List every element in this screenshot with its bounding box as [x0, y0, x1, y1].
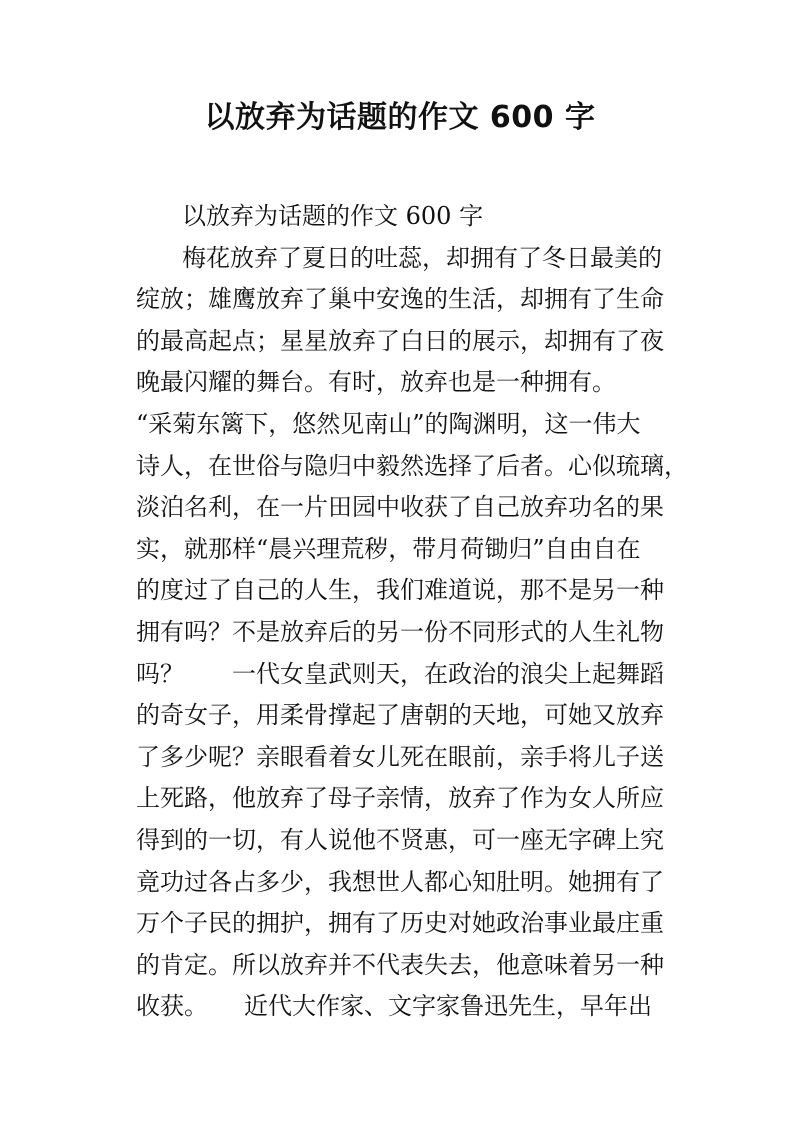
body-line: 吗？ 一代女皇武则天，在政治的浪尖上起舞蹈: [136, 659, 664, 688]
body-line: “采菊东篱下，悠然见南山”的陶渊明，这一伟大: [136, 409, 641, 438]
body-line: 的度过了自己的人生，我们难道说，那不是另一种: [136, 576, 664, 605]
body-line: 绽放；雄鹰放弃了巢中安逸的生活，却拥有了生命: [136, 285, 664, 314]
body-line-subtitle: 以放弃为话题的作文 600 字: [182, 202, 484, 230]
document-body: [136, 196, 688, 1028]
body-line: 的肯定。所以放弃并不代表失去，他意味着另一种: [136, 950, 664, 979]
body-line: 的奇女子，用柔骨撑起了唐朝的天地，可她又放弃: [136, 701, 664, 730]
body-line: 梅花放弃了夏日的吐蕊，却拥有了冬日最美的: [182, 243, 662, 272]
body-line: 万个子民的拥护，拥有了历史对她政治事业最庄重: [136, 909, 664, 938]
body-line: 实，就那样“晨兴理荒秽，带月荷锄归”自由自在: [136, 534, 641, 563]
body-line: 上死路，他放弃了母子亲情，放弃了作为女人所应: [136, 784, 664, 813]
body-line: 了多少呢？亲眼看着女儿死在眼前，亲手将儿子送: [136, 742, 664, 771]
body-line: 的最高起点；星星放弃了白日的展示，却拥有了夜: [136, 326, 664, 355]
body-line: 得到的一切，有人说他不贤惠，可一座无字碑上究: [136, 825, 664, 854]
body-line: 晚最闪耀的舞台。有时，放弃也是一种拥有。: [136, 368, 616, 397]
body-line: 淡泊名利，在一片田园中收获了自己放弃功名的果: [136, 493, 664, 522]
body-line: 拥有吗？不是放弃后的另一份不同形式的人生礼物: [136, 617, 664, 646]
body-line: 收获。 近代大作家、文字家鲁迅先生，早年出: [136, 992, 652, 1021]
body-line: 竟功过各占多少，我想世人都心知肚明。她拥有了: [136, 867, 664, 896]
body-line: 诗人，在世俗与隐归中毅然选择了后者。心似琉璃，: [136, 451, 688, 480]
document-title: 以放弃为话题的作文 600 字: [204, 100, 596, 135]
